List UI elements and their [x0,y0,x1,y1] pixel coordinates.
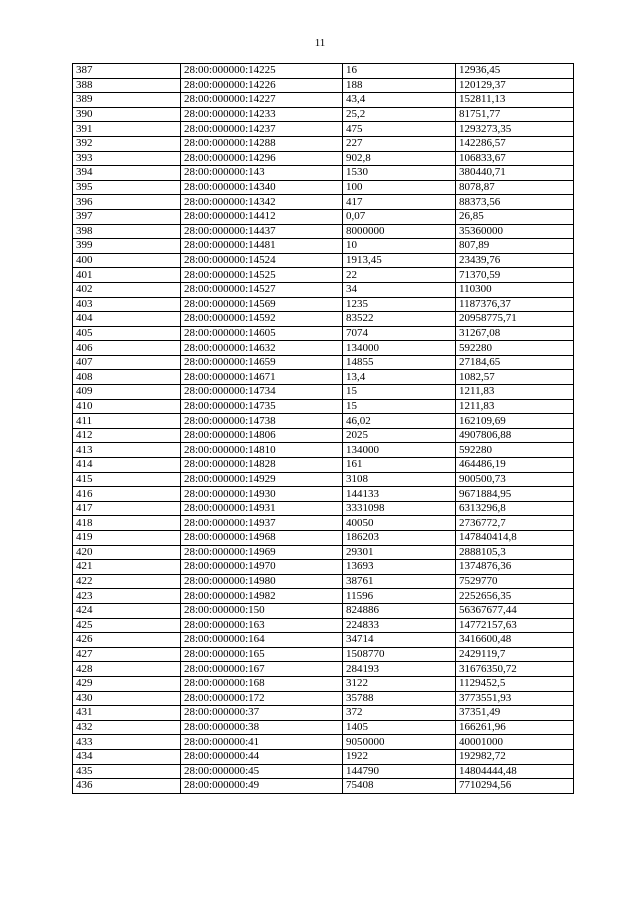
value-cell: 147840414,8 [456,531,574,546]
table-row [73,779,574,794]
cadastral-number-cell: 28:00:000000:14659 [181,355,343,370]
row-number-cell: 426 [73,633,181,648]
area-cell: 188 [343,78,456,93]
cadastral-number-cell: 28:00:000000:14929 [181,472,343,487]
table-row [73,239,574,254]
row-number-cell: 394 [73,166,181,181]
cadastral-number-cell: 28:00:000000:45 [181,764,343,779]
area-cell: 10 [343,239,456,254]
area-cell: 284193 [343,662,456,677]
table-row [73,706,574,721]
value-cell: 88373,56 [456,195,574,210]
value-cell: 142286,57 [456,136,574,151]
row-number-cell: 425 [73,618,181,633]
table-row [73,633,574,648]
cadastral-number-cell: 28:00:000000:37 [181,706,343,721]
cadastral-number-cell: 28:00:000000:172 [181,691,343,706]
table-row [73,297,574,312]
cadastral-number-cell: 28:00:000000:14340 [181,180,343,195]
row-number-cell: 395 [73,180,181,195]
area-cell: 3331098 [343,501,456,516]
area-cell: 34 [343,282,456,297]
cadastral-number-cell: 28:00:000000:14237 [181,122,343,137]
row-number-cell: 436 [73,779,181,794]
row-number-cell: 421 [73,560,181,575]
value-cell: 3416600,48 [456,633,574,648]
cadastral-number-cell: 28:00:000000:14969 [181,545,343,560]
value-cell: 1211,83 [456,399,574,414]
value-cell: 23439,76 [456,253,574,268]
area-cell: 1235 [343,297,456,312]
area-cell: 417 [343,195,456,210]
area-cell: 372 [343,706,456,721]
row-number-cell: 399 [73,239,181,254]
row-number-cell: 419 [73,531,181,546]
row-number-cell: 400 [73,253,181,268]
area-cell: 40050 [343,516,456,531]
cadastral-number-cell: 28:00:000000:14671 [181,370,343,385]
table-row [73,166,574,181]
area-cell: 227 [343,136,456,151]
value-cell: 14804444,48 [456,764,574,779]
cadastral-number-cell: 28:00:000000:14735 [181,399,343,414]
row-number-cell: 402 [73,282,181,297]
table-row [73,472,574,487]
table-row [73,107,574,122]
row-number-cell: 412 [73,428,181,443]
row-number-cell: 414 [73,458,181,473]
value-cell: 12936,45 [456,64,574,79]
area-cell: 46,02 [343,414,456,429]
table-row [73,282,574,297]
table-row [73,385,574,400]
area-cell: 16 [343,64,456,79]
row-number-cell: 416 [73,487,181,502]
table-row [73,268,574,283]
area-cell: 1913,45 [343,253,456,268]
table-row [73,78,574,93]
table-row [73,326,574,341]
row-number-cell: 432 [73,720,181,735]
value-cell: 1374876,36 [456,560,574,575]
value-cell: 1082,57 [456,370,574,385]
cadastral-number-cell: 28:00:000000:14226 [181,78,343,93]
table-row [73,93,574,108]
area-cell: 186203 [343,531,456,546]
table-row [73,195,574,210]
area-cell: 902,8 [343,151,456,166]
row-number-cell: 397 [73,209,181,224]
table-row [73,589,574,604]
value-cell: 8078,87 [456,180,574,195]
area-cell: 3122 [343,676,456,691]
cadastral-number-cell: 28:00:000000:14930 [181,487,343,502]
value-cell: 192982,72 [456,749,574,764]
value-cell: 7529770 [456,574,574,589]
table-row [73,487,574,502]
area-cell: 22 [343,268,456,283]
area-cell: 13,4 [343,370,456,385]
cadastral-number-cell: 28:00:000000:168 [181,676,343,691]
area-cell: 1405 [343,720,456,735]
area-cell: 2025 [343,428,456,443]
area-cell: 75408 [343,779,456,794]
value-cell: 35360000 [456,224,574,239]
area-cell: 14855 [343,355,456,370]
area-cell: 0,07 [343,209,456,224]
value-cell: 592280 [456,443,574,458]
row-number-cell: 423 [73,589,181,604]
table-body [73,64,574,794]
row-number-cell: 405 [73,326,181,341]
area-cell: 43,4 [343,93,456,108]
row-number-cell: 407 [73,355,181,370]
cadastral-number-cell: 28:00:000000:14481 [181,239,343,254]
cadastral-number-cell: 28:00:000000:14937 [181,516,343,531]
area-cell: 25,2 [343,107,456,122]
cadastral-number-cell: 28:00:000000:14828 [181,458,343,473]
value-cell: 27184,65 [456,355,574,370]
area-cell: 824886 [343,603,456,618]
area-cell: 1530 [343,166,456,181]
table-row [73,151,574,166]
row-number-cell: 389 [73,93,181,108]
table-row [73,122,574,137]
row-number-cell: 430 [73,691,181,706]
area-cell: 224833 [343,618,456,633]
row-number-cell: 420 [73,545,181,560]
cadastral-number-cell: 28:00:000000:14288 [181,136,343,151]
area-cell: 8000000 [343,224,456,239]
value-cell: 152811,13 [456,93,574,108]
row-number-cell: 408 [73,370,181,385]
value-cell: 106833,67 [456,151,574,166]
area-cell: 144790 [343,764,456,779]
area-cell: 15 [343,399,456,414]
cadastral-number-cell: 28:00:000000:14970 [181,560,343,575]
row-number-cell: 401 [73,268,181,283]
table-row [73,428,574,443]
area-cell: 134000 [343,341,456,356]
cadastral-number-cell: 28:00:000000:14524 [181,253,343,268]
area-cell: 7074 [343,326,456,341]
table-row [73,312,574,327]
table-row [73,443,574,458]
row-number-cell: 424 [73,603,181,618]
row-number-cell: 417 [73,501,181,516]
row-number-cell: 391 [73,122,181,137]
cadastral-number-cell: 28:00:000000:14810 [181,443,343,458]
value-cell: 14772157,63 [456,618,574,633]
table-row [73,662,574,677]
table-row [73,735,574,750]
table-row [73,764,574,779]
value-cell: 4907806,88 [456,428,574,443]
area-cell: 29301 [343,545,456,560]
value-cell: 1129452,5 [456,676,574,691]
value-cell: 162109,69 [456,414,574,429]
table-row [73,618,574,633]
cadastral-number-cell: 28:00:000000:164 [181,633,343,648]
table-row [73,136,574,151]
cadastral-number-cell: 28:00:000000:14980 [181,574,343,589]
value-cell: 110300 [456,282,574,297]
cadastral-number-cell: 28:00:000000:14968 [181,531,343,546]
row-number-cell: 410 [73,399,181,414]
table-row [73,209,574,224]
area-cell: 144133 [343,487,456,502]
table-row [73,458,574,473]
cadastral-number-cell: 28:00:000000:143 [181,166,343,181]
value-cell: 1293273,35 [456,122,574,137]
row-number-cell: 409 [73,385,181,400]
table-row [73,64,574,79]
value-cell: 900500,73 [456,472,574,487]
row-number-cell: 418 [73,516,181,531]
table-row [73,691,574,706]
cadastral-number-cell: 28:00:000000:14296 [181,151,343,166]
area-cell: 134000 [343,443,456,458]
cadastral-number-cell: 28:00:000000:14931 [181,501,343,516]
cadastral-number-cell: 28:00:000000:14569 [181,297,343,312]
row-number-cell: 404 [73,312,181,327]
cadastral-number-cell: 28:00:000000:14738 [181,414,343,429]
cadastral-number-cell: 28:00:000000:44 [181,749,343,764]
value-cell: 2429119,7 [456,647,574,662]
value-cell: 1187376,37 [456,297,574,312]
value-cell: 56367677,44 [456,603,574,618]
table-row [73,370,574,385]
table-row [73,516,574,531]
area-cell: 34714 [343,633,456,648]
area-cell: 100 [343,180,456,195]
value-cell: 40001000 [456,735,574,750]
table-row [73,676,574,691]
area-cell: 161 [343,458,456,473]
row-number-cell: 427 [73,647,181,662]
value-cell: 120129,37 [456,78,574,93]
area-cell: 1508770 [343,647,456,662]
cadastral-number-cell: 28:00:000000:14982 [181,589,343,604]
row-number-cell: 415 [73,472,181,487]
cadastral-number-cell: 28:00:000000:165 [181,647,343,662]
table-row [73,414,574,429]
cadastral-number-cell: 28:00:000000:14592 [181,312,343,327]
cadastral-number-cell: 28:00:000000:14227 [181,93,343,108]
value-cell: 26,85 [456,209,574,224]
cadastral-number-cell: 28:00:000000:14233 [181,107,343,122]
cadastral-number-cell: 28:00:000000:167 [181,662,343,677]
value-cell: 71370,59 [456,268,574,283]
area-cell: 9050000 [343,735,456,750]
value-cell: 7710294,56 [456,779,574,794]
table-row [73,574,574,589]
value-cell: 1211,83 [456,385,574,400]
table-row [73,399,574,414]
value-cell: 9671884,95 [456,487,574,502]
table-row [73,531,574,546]
table-row [73,341,574,356]
cadastral-number-cell: 28:00:000000:14806 [181,428,343,443]
cadastral-number-cell: 28:00:000000:14437 [181,224,343,239]
cadastral-number-cell: 28:00:000000:14225 [181,64,343,79]
row-number-cell: 393 [73,151,181,166]
row-number-cell: 392 [73,136,181,151]
value-cell: 3773551,93 [456,691,574,706]
row-number-cell: 431 [73,706,181,721]
area-cell: 475 [343,122,456,137]
cadastral-number-cell: 28:00:000000:14632 [181,341,343,356]
table-row [73,545,574,560]
value-cell: 31267,08 [456,326,574,341]
cadastral-number-cell: 28:00:000000:14525 [181,268,343,283]
row-number-cell: 428 [73,662,181,677]
row-number-cell: 433 [73,735,181,750]
row-number-cell: 435 [73,764,181,779]
cadastral-number-cell: 28:00:000000:14412 [181,209,343,224]
value-cell: 807,89 [456,239,574,254]
value-cell: 592280 [456,341,574,356]
cadastral-number-cell: 28:00:000000:14527 [181,282,343,297]
cadastral-number-cell: 28:00:000000:14734 [181,385,343,400]
row-number-cell: 398 [73,224,181,239]
table-row [73,355,574,370]
cadastral-number-cell: 28:00:000000:41 [181,735,343,750]
table-row [73,253,574,268]
area-cell: 1922 [343,749,456,764]
area-cell: 35788 [343,691,456,706]
cadastral-number-cell: 28:00:000000:163 [181,618,343,633]
area-cell: 11596 [343,589,456,604]
value-cell: 20958775,71 [456,312,574,327]
cadastral-number-cell: 28:00:000000:49 [181,779,343,794]
table-row [73,224,574,239]
area-cell: 13693 [343,560,456,575]
row-number-cell: 396 [73,195,181,210]
row-number-cell: 413 [73,443,181,458]
cadastral-number-cell: 28:00:000000:14342 [181,195,343,210]
value-cell: 2736772,7 [456,516,574,531]
table-row [73,180,574,195]
data-table [72,63,574,794]
row-number-cell: 387 [73,64,181,79]
value-cell: 166261,96 [456,720,574,735]
area-cell: 15 [343,385,456,400]
table-row [73,749,574,764]
table-row [73,603,574,618]
row-number-cell: 403 [73,297,181,312]
value-cell: 2252656,35 [456,589,574,604]
row-number-cell: 422 [73,574,181,589]
value-cell: 6313296,8 [456,501,574,516]
row-number-cell: 411 [73,414,181,429]
row-number-cell: 390 [73,107,181,122]
table-row [73,647,574,662]
value-cell: 2888105,3 [456,545,574,560]
table-row [73,560,574,575]
page-number: 11 [314,37,326,49]
value-cell: 31676350,72 [456,662,574,677]
row-number-cell: 388 [73,78,181,93]
value-cell: 464486,19 [456,458,574,473]
area-cell: 3108 [343,472,456,487]
row-number-cell: 406 [73,341,181,356]
table-row [73,501,574,516]
row-number-cell: 434 [73,749,181,764]
cadastral-number-cell: 28:00:000000:38 [181,720,343,735]
value-cell: 380440,71 [456,166,574,181]
area-cell: 83522 [343,312,456,327]
row-number-cell: 429 [73,676,181,691]
cadastral-number-cell: 28:00:000000:14605 [181,326,343,341]
cadastral-number-cell: 28:00:000000:150 [181,603,343,618]
value-cell: 81751,77 [456,107,574,122]
area-cell: 38761 [343,574,456,589]
value-cell: 37351,49 [456,706,574,721]
table-row [73,720,574,735]
